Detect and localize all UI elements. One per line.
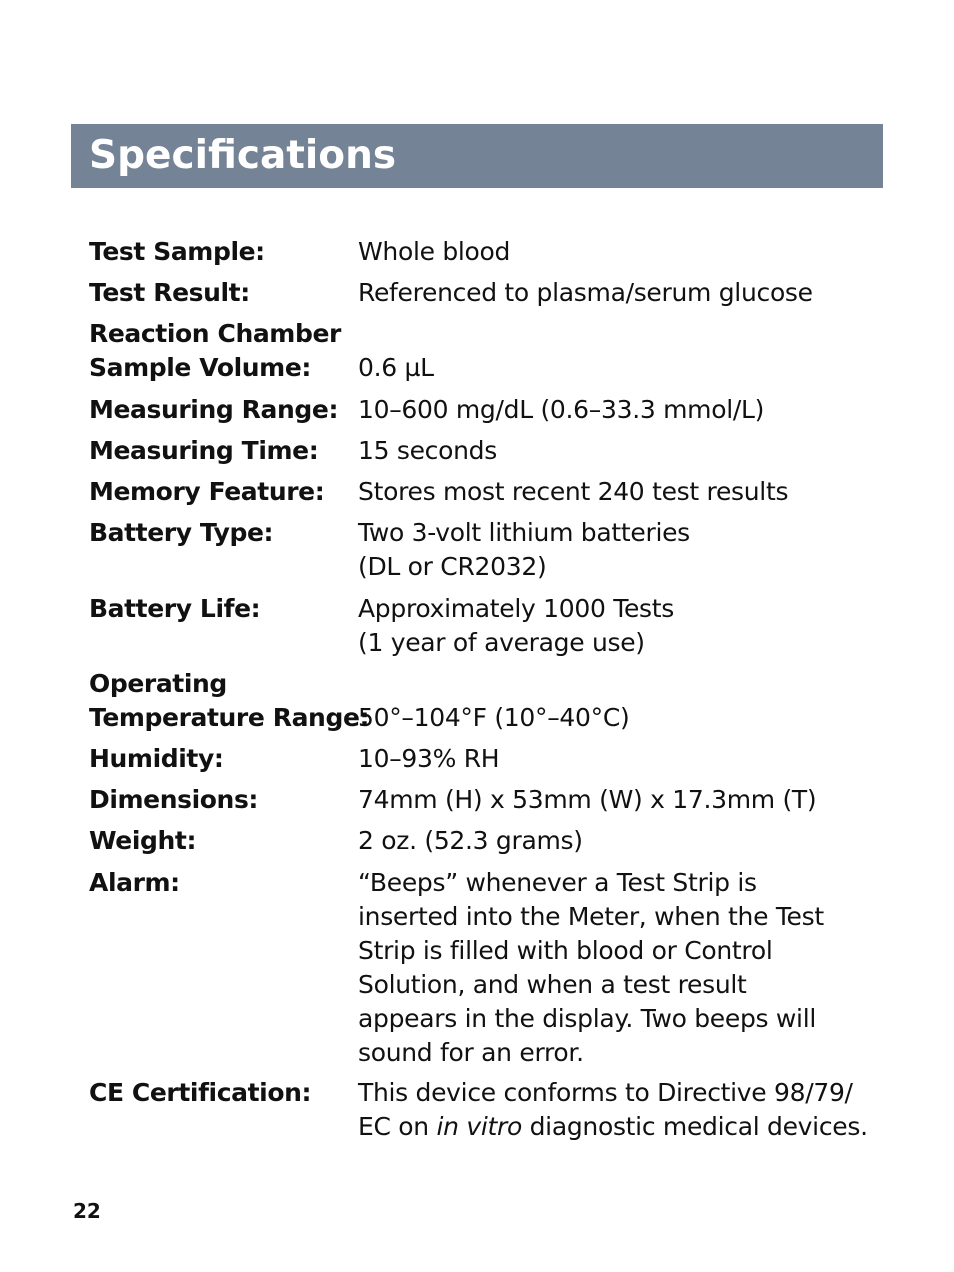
spec-value: This device conforms to Directive 98/79/ EC on in vitro diagnostic medical devices. <box>358 1076 898 1144</box>
spec-value: 10–93% RH <box>358 744 500 773</box>
spec-value: Stores most recent 240 test results <box>358 477 789 506</box>
spec-value-line: EC on in vitro diagnostic medical devices. <box>358 1112 868 1141</box>
spec-value: 50°–104°F (10°–40°C) <box>358 703 630 732</box>
section-header-bar <box>71 124 883 188</box>
spec-label: Dimensions: <box>89 785 259 814</box>
spec-value: 2 oz. (52.3 grams) <box>358 826 583 855</box>
spec-label: Measuring Range: <box>89 395 339 424</box>
spec-value: 74mm (H) x 53mm (W) x 17.3mm (T) <box>358 785 817 814</box>
spec-value: “Beeps” whenever a Test Strip is inserted into the Meter, when the Test Strip is filled with blood or Control Solution, and when a test result appears in the display. Two beeps will sound for an error. <box>358 868 824 1067</box>
spec-value: Approximately 1000 Tests (1 year of average use) <box>358 594 675 657</box>
spec-value: 0.6 µL <box>358 353 434 382</box>
italic-term: in vitro <box>436 1112 522 1141</box>
spec-label: CE Certification: <box>89 1078 312 1107</box>
spec-label: Battery Life: <box>89 594 261 623</box>
spec-label: Alarm: <box>89 868 180 897</box>
spec-label: Battery Type: <box>89 518 274 547</box>
spec-label: Weight: <box>89 826 197 855</box>
spec-label: Measuring Time: <box>89 436 319 465</box>
spec-value: 10–600 mg/dL (0.6–33.3 mmol/L) <box>358 395 765 424</box>
spec-value: 15 seconds <box>358 436 497 465</box>
spec-label: Humidity: <box>89 744 224 773</box>
page-title: Specifications <box>89 133 397 178</box>
page-number: 22 <box>73 1199 101 1223</box>
spec-label: Memory Feature: <box>89 477 325 506</box>
spec-value: Two 3-volt lithium batteries (DL or CR2032) <box>358 518 690 581</box>
spec-label: Operating Temperature Range: <box>89 669 370 732</box>
spec-label: Test Sample: <box>89 237 265 266</box>
spec-label: Reaction Chamber Sample Volume: <box>89 319 341 382</box>
spec-label: Test Result: <box>89 278 250 307</box>
spec-value: Referenced to plasma/serum glucose <box>358 278 813 307</box>
spec-value: Whole blood <box>358 237 511 266</box>
